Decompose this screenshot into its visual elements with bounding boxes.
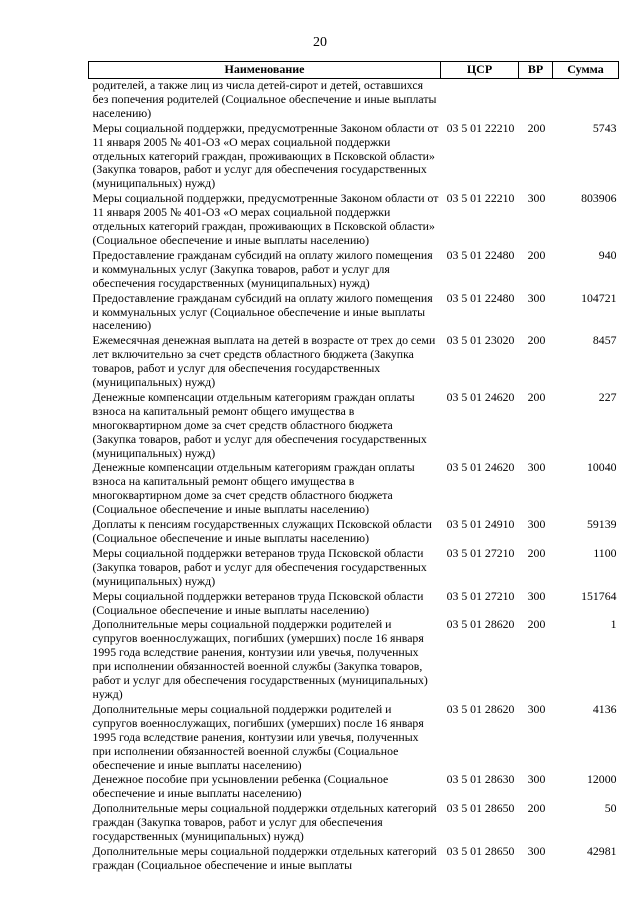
table-row [89, 192, 619, 249]
table-row [89, 461, 619, 518]
cell-vr [519, 79, 553, 122]
cell-name: Денежные компенсации отдельным категориям граждан оплаты взноса на капитальный ремонт общего имущества в многоквартирном доме за счет средств областного бюджета (Социальное обеспечение и иные выплаты населению) [92, 460, 415, 517]
cell-sum: 5743 [592, 120, 617, 135]
cell-csr: 03 5 01 24910 [446, 517, 515, 532]
budget-table [88, 61, 619, 874]
table-row [89, 802, 619, 845]
cell-vr: 300 [527, 701, 546, 716]
cell-vr: 200 [527, 801, 546, 816]
cell-csr: 03 5 01 22210 [446, 120, 515, 135]
cell-vr: 300 [527, 460, 546, 475]
cell-sum: 50 [604, 801, 617, 816]
cell-csr: 03 5 01 23020 [446, 333, 515, 348]
cell-csr: 03 5 01 28650 [446, 801, 515, 816]
table-header-row [89, 62, 619, 79]
cell-vr: 300 [527, 517, 546, 532]
cell-sum: 803906 [581, 191, 617, 206]
cell-sum: 4136 [592, 701, 617, 716]
cell-name: Меры социальной поддержки ветеранов труда Псковской области (Закупка товаров, работ и услуг для обеспечения государственных (муниципальных) нужд) [92, 545, 427, 588]
cell-name: Денежное пособие при усыновлении ребенка (Социальное обеспечение и иные выплаты населению) [92, 772, 389, 801]
header-sum: Сумма [553, 62, 619, 79]
cell-sum: 42981 [587, 843, 617, 858]
header-name: Наименование [89, 62, 441, 79]
cell-vr: 300 [527, 772, 546, 787]
header-vr: ВР [519, 62, 553, 79]
cell-name: Предоставление гражданам субсидий на оплату жилого помещения и коммунальных услуг (Социальное обеспечение и иные выплаты населению) [92, 290, 433, 333]
cell-name: Доплаты к пенсиям государственных служащих Псковской области (Социальное обеспечение и иные выплаты населению) [92, 517, 432, 545]
cell-vr: 200 [527, 545, 546, 560]
table-body [89, 79, 619, 874]
page-number: 20 [313, 35, 327, 50]
cell-csr: 03 5 01 22480 [446, 247, 515, 262]
cell-sum: 1100 [593, 545, 617, 560]
cell-name: Дополнительные меры социальной поддержки отдельных категорий граждан (Социальное обеспечение и иные выплаты [92, 843, 437, 872]
cell-sum: 940 [598, 247, 617, 262]
table-row [89, 547, 619, 590]
cell-sum [553, 79, 619, 122]
cell-name: родителей, а также лиц из числа детей-сирот и детей, оставшихся без попечения родителей (Социальное обеспечение и иные выплаты населению) [92, 78, 437, 120]
table-row [89, 703, 619, 774]
cell-sum: 12000 [587, 772, 617, 787]
cell-sum: 151764 [581, 588, 617, 603]
table-row [89, 122, 619, 193]
cell-csr: 03 5 01 28620 [446, 617, 515, 632]
cell-name: Дополнительные меры социальной поддержки родителей и супругов военнослужащих, погибших (умерших) после 16 января 1995 года вследствие ранения, контузии или увечья, полученных при исполнении обязанностей военной службы (Социальное обеспечение и иные выплаты населению) [92, 701, 424, 772]
cell-vr: 300 [527, 843, 546, 858]
header-csr: ЦСР [441, 62, 519, 79]
cell-vr: 200 [527, 120, 546, 135]
cell-name: Меры социальной поддержки, предусмотренные Законом области от 11 января 2005 № 401-ОЗ «О мерах социальной поддержки отдельных категорий граждан, проживающих в Псковской области» (Социальное обеспечение и иные выплаты населению) [92, 191, 439, 247]
cell-csr: 03 5 01 28620 [446, 701, 515, 716]
cell-name: Меры социальной поддержки, предусмотренные Законом области от 11 января 2005 № 401-ОЗ «О мерах социальной поддержки отдельных категорий граждан, проживающих в Псковской области» (Закупка товаров, работ и услуг для обеспечения государственных (муниципальных) нужд) [92, 120, 439, 191]
cell-vr: 200 [527, 617, 546, 632]
cell-csr: 03 5 01 24620 [446, 460, 515, 475]
table-row [89, 773, 619, 802]
table-row [89, 845, 619, 874]
cell-name: Ежемесячная денежная выплата на детей в возрасте от трех до семи лет включительно за счет средств областного бюджета (Закупка товаров, работ и услуг для обеспечения государственных (муниципальных) нужд) [92, 333, 436, 390]
table-row [89, 391, 619, 462]
cell-sum: 10040 [587, 460, 617, 475]
cell-name: Дополнительные меры социальной поддержки родителей и супругов военнослужащих, погибших (умерших) после 16 января 1995 года вследствие ранения, контузии или увечья, полученных при исполнении обязанностей военной службы (Закупка товаров, работ и услуг для обеспечения государственных (муниципальных) нужд) [92, 617, 428, 701]
cell-vr: 300 [527, 191, 546, 206]
table-row [89, 618, 619, 702]
cell-vr: 200 [527, 333, 546, 348]
cell-csr: 03 5 01 28630 [446, 772, 515, 787]
cell-vr: 300 [527, 588, 546, 603]
cell-name: Денежные компенсации отдельным категориям граждан оплаты взноса на капитальный ремонт общего имущества в многоквартирном доме за счет средств областного бюджета (Закупка товаров, работ и услуг для обеспечения государственных (муниципальных) нужд) [92, 389, 427, 460]
cell-csr: 03 5 01 27210 [446, 545, 515, 560]
table-row [89, 590, 619, 619]
cell-vr: 200 [527, 389, 546, 404]
cell-csr: 03 5 01 28650 [446, 843, 515, 858]
cell-csr [441, 79, 519, 122]
cell-csr: 03 5 01 27210 [446, 588, 515, 603]
cell-name: Меры социальной поддержки ветеранов труда Псковской области (Социальное обеспечение и иные выплаты населению) [92, 588, 424, 617]
cell-name: Дополнительные меры социальной поддержки отдельных категорий граждан (Закупка товаров, работ и услуг для обеспечения государственных (муниципальных) нужд) [92, 801, 437, 844]
cell-csr: 03 5 01 22210 [446, 191, 515, 206]
cell-vr: 200 [527, 247, 546, 262]
table-row [89, 292, 619, 335]
table-row [89, 334, 619, 391]
cell-sum: 104721 [581, 290, 617, 305]
cell-csr: 03 5 01 24620 [446, 389, 515, 404]
cell-csr: 03 5 01 22480 [446, 290, 515, 305]
cell-sum: 1 [610, 617, 617, 632]
table-row [89, 79, 619, 122]
table-row [89, 249, 619, 292]
cell-name: Предоставление гражданам субсидий на оплату жилого помещения и коммунальных услуг (Закупка товаров, работ и услуг для обеспечения государственных (муниципальных) нужд) [92, 247, 433, 290]
cell-sum: 227 [598, 389, 617, 404]
cell-sum: 8457 [592, 333, 617, 348]
cell-vr: 300 [527, 290, 546, 305]
cell-sum: 59139 [587, 517, 617, 532]
table-row [89, 518, 619, 547]
